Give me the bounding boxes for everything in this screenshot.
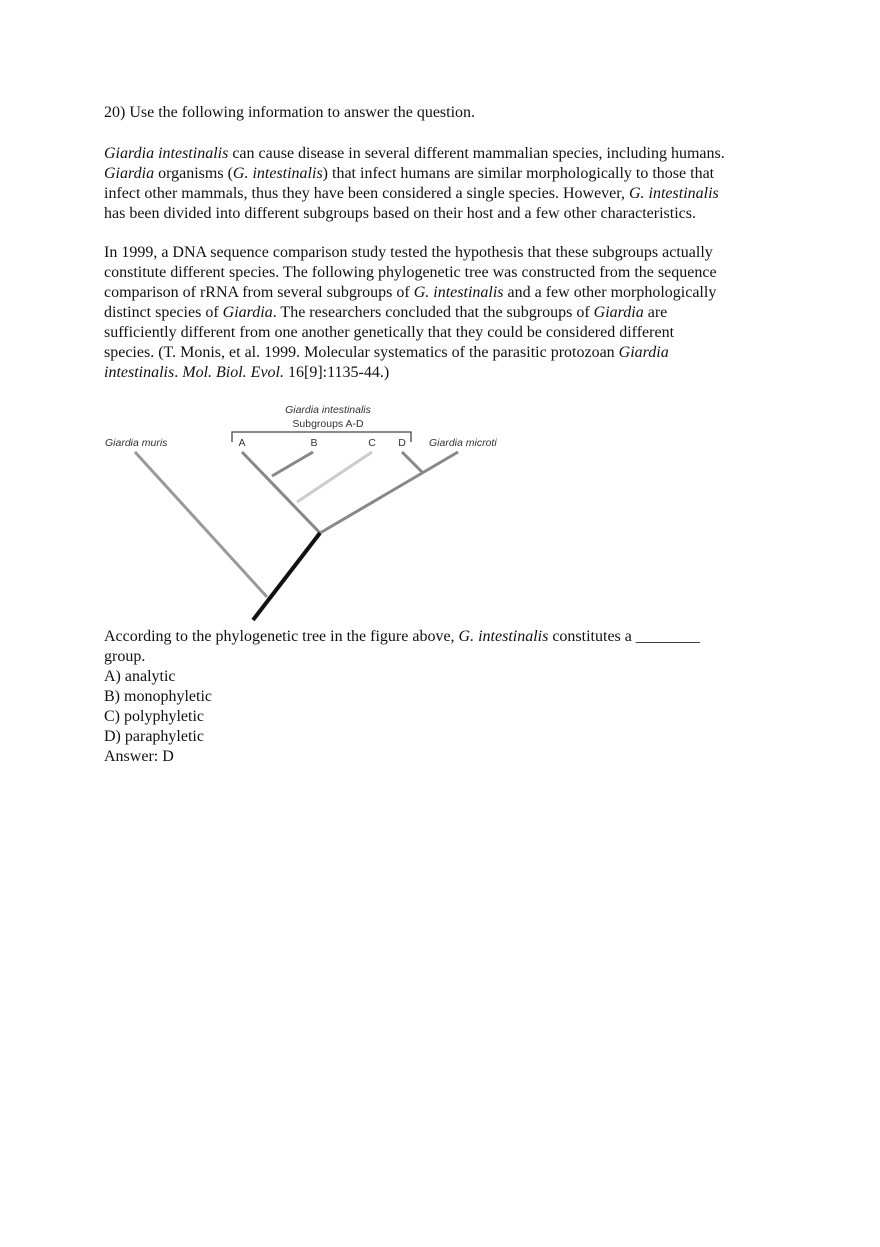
intro-line: Giardia organisms (G. intestinalis) that infect humans are similar morphologically to those that [104,165,715,182]
answer-option: B) monophyletic [104,688,212,705]
label-b: B [310,437,318,449]
group-title: Giardia intestinalis [285,404,371,416]
label-a: A [238,437,246,449]
answer-option: D) paraphyletic [104,728,204,745]
study-line: In 1999, a DNA sequence comparison study tested the hypothesis that these subgroups actually [104,244,713,261]
branch-root [253,533,320,620]
study-line: intestinalis. Mol. Biol. Evol. 16[9]:1135-44.) [104,364,390,381]
intro-line: has been divided into different subgroups based on their host and a few other characteristics. [104,205,696,222]
branch-b [272,452,313,476]
tree-branches [135,452,458,620]
study-line: constitute different species. The following phylogenetic tree was constructed from the sequence [104,264,717,281]
label-giardia-muris: Giardia muris [105,437,168,449]
intro-line: Giardia intestinalis can cause disease in several different mammalian species, including humans. [104,145,725,162]
branch-microti [320,452,458,533]
branch-c [297,452,372,502]
group-subtitle: Subgroups A-D [292,418,364,430]
answer-option: C) polyphyletic [104,708,204,725]
branch-muris [135,452,267,597]
question-line: group. [104,648,146,665]
label-c: C [368,437,376,449]
subgroup-bracket [232,432,411,442]
answer: Answer: D [104,748,174,765]
study-line: sufficiently different from one another genetically that they could be considered different [104,324,675,341]
question-header: 20) Use the following information to answer the question. [104,104,476,121]
study-line: comparison of rRNA from several subgroups of G. intestinalis and a few other morphologically [104,284,717,301]
label-d: D [398,437,406,449]
branch-d [402,452,422,472]
study-line: species. (T. Monis, et al. 1999. Molecular systematics of the parasitic protozoan Giardia [104,344,669,361]
study-line: distinct species of Giardia. The researchers concluded that the subgroups of Giardia are [104,304,668,321]
answer-option: A) analytic [104,668,176,685]
question-line: According to the phylogenetic tree in the figure above, G. intestinalis constitutes a ________ [104,628,700,645]
intro-line: infect other mammals, thus they have been considered a single species. However, G. intestinalis [104,185,719,202]
label-giardia-microti: Giardia microti [429,437,497,449]
branch-a [242,452,320,533]
